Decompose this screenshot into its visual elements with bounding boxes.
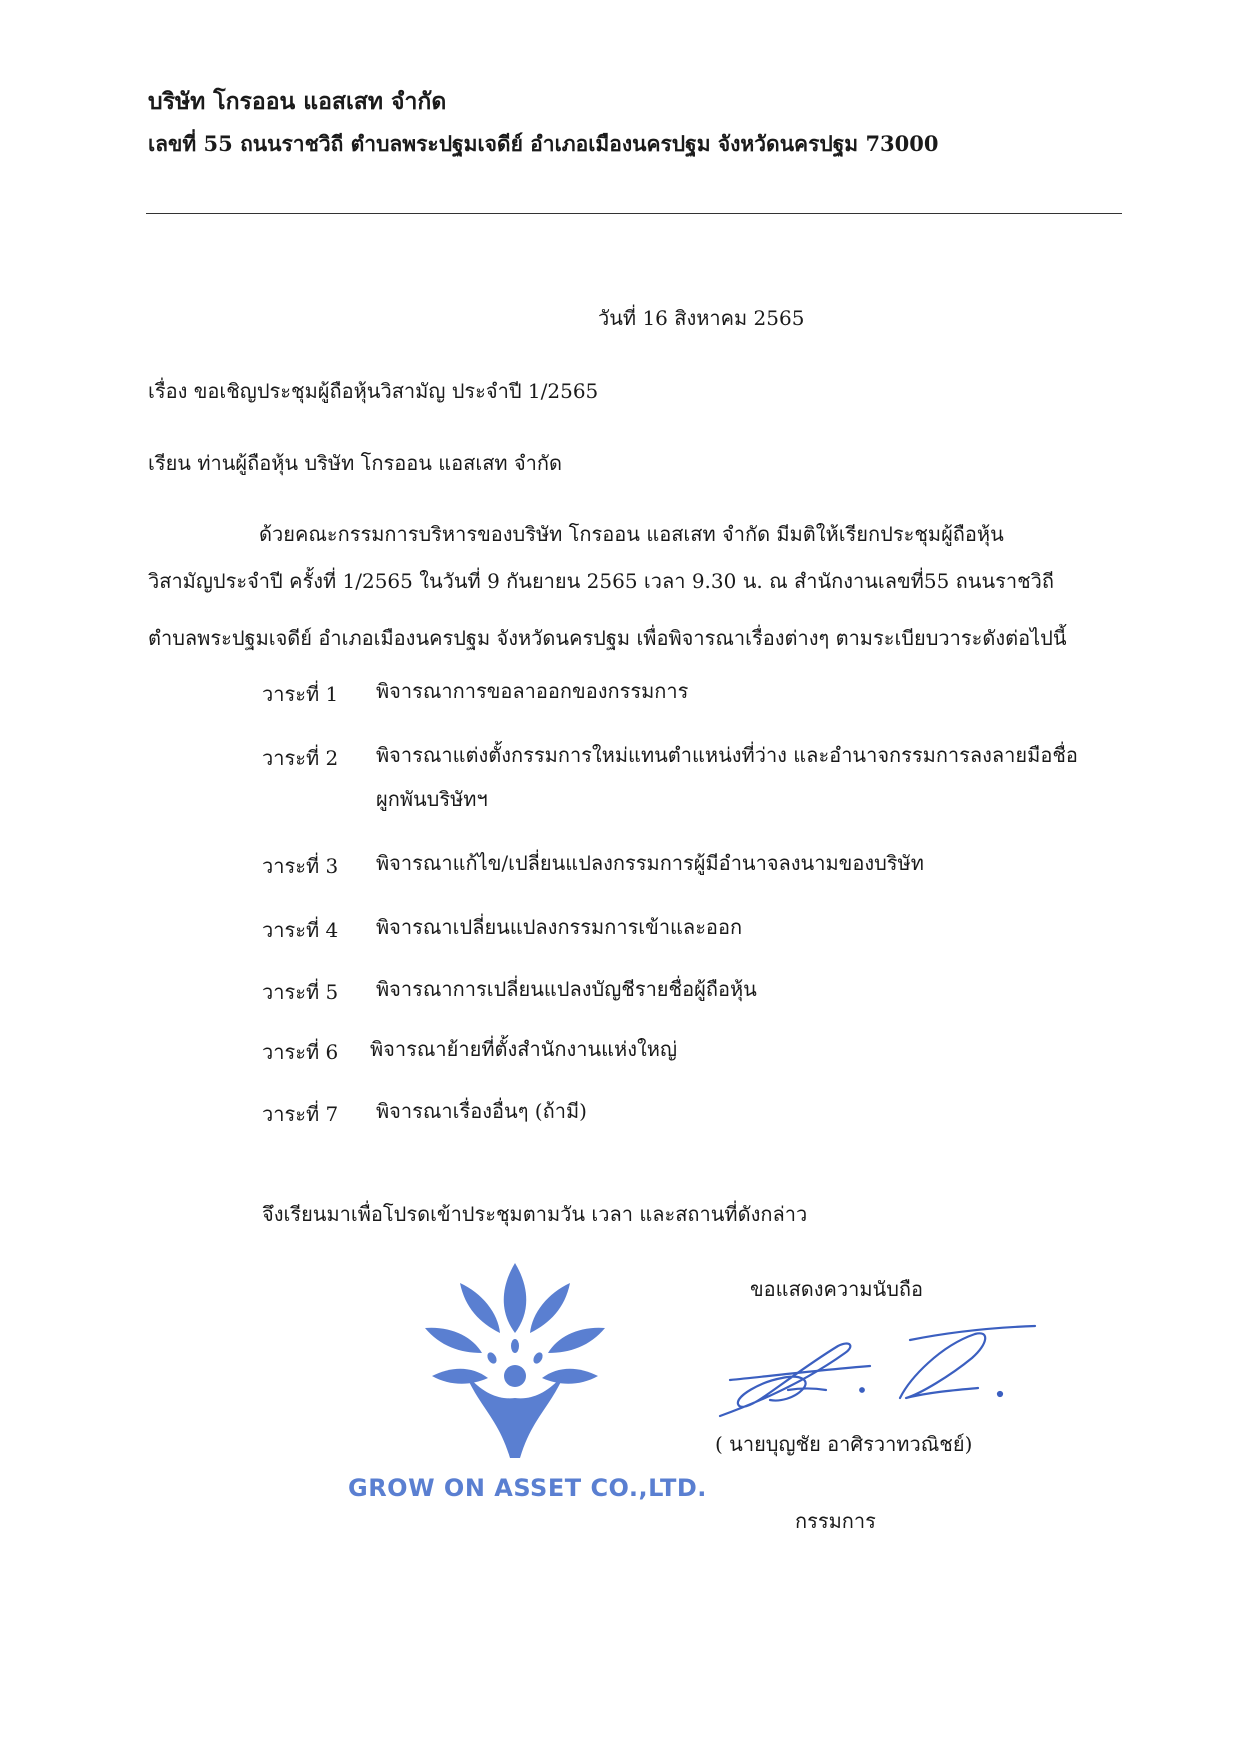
letter-salutation: เรียน ท่านผู้ถือหุ้น บริษัท โกรออน แอสเสท จำกัด [148, 451, 563, 475]
body-line-1: ด้วยคณะกรรมการบริหารของบริษัท โกรออน แอสเสท จำกัด มีมติให้เรียกประชุมผู้ถือหุ้น [259, 522, 1004, 546]
tree-person-logo-icon [420, 1258, 665, 1463]
closing-line: จึงเรียนมาเพื่อโปรดเข้าประชุมตามวัน เวลา และสถานที่ดังกล่าว [262, 1202, 808, 1226]
regards-line: ขอแสดงความนับถือ [750, 1277, 924, 1301]
agenda-text: พิจารณาแก้ไข/เปลี่ยนแปลงกรรมการผู้มีอำนาจลงนามของบริษัท [376, 851, 924, 875]
agenda-number: วาระที่ 6 [262, 1040, 339, 1064]
agenda-number: วาระที่ 4 [262, 918, 339, 942]
agenda-number: วาระที่ 5 [262, 980, 339, 1004]
agenda-number: วาระที่ 1 [262, 682, 339, 706]
company-logo-text: GROW ON ASSET CO.,LTD. [348, 1474, 707, 1502]
letter-date: วันที่ 16 สิงหาคม 2565 [598, 306, 805, 330]
agenda-text: พิจารณาการเปลี่ยนแปลงบัญชีรายชื่อผู้ถือหุ้น [376, 977, 757, 1001]
company-address: เลขที่ 55 ถนนราชวิถี ตำบลพระปฐมเจดีย์ อำเภอเมืองนครปฐม จังหวัดนครปฐม 73000 [148, 131, 939, 156]
header-divider [146, 213, 1122, 214]
agenda-text: พิจารณาการขอลาออกของกรรมการ [376, 679, 689, 703]
agenda-text: พิจารณาเรื่องอื่นๆ (ถ้ามี) [376, 1099, 587, 1123]
company-name: บริษัท โกรออน แอสเสท จำกัด [148, 88, 447, 115]
agenda-number: วาระที่ 7 [262, 1102, 339, 1126]
body-line-2: วิสามัญประจำปี ครั้งที่ 1/2565 ในวันที่ 9 กันยายน 2565 เวลา 9.30 น. ณ สำนักงานเลขที่55 ถนนราชวิถี [148, 569, 1054, 593]
letter-subject: เรื่อง ขอเชิญประชุมผู้ถือหุ้นวิสามัญ ประจำปี 1/2565 [148, 379, 599, 403]
agenda-text: พิจารณาแต่งตั้งกรรมการใหม่แทนตำแหน่งที่ว่าง และอำนาจกรรมการลงลายมือชื่อผูกพันบริษัทฯ [376, 743, 1078, 811]
agenda-number: วาระที่ 2 [262, 746, 339, 770]
agenda-text: พิจารณาเปลี่ยนแปลงกรรมการเข้าและออก [376, 915, 743, 939]
signature-image [710, 1318, 1055, 1428]
agenda-text: พิจารณาย้ายที่ตั้งสำนักงานแห่งใหญ่ [370, 1037, 677, 1061]
signer-name: ( นายบุญชัย อาศิรวาทวณิชย์) [715, 1432, 973, 1456]
body-line-3: ตำบลพระปฐมเจดีย์ อำเภอเมืองนครปฐม จังหวัดนครปฐม เพื่อพิจารณาเรื่องต่างๆ ตามระเบียบวาระดังต่อไปนี้ [148, 626, 1067, 650]
agenda-number: วาระที่ 3 [262, 854, 339, 878]
signer-position: กรรมการ [795, 1509, 876, 1533]
